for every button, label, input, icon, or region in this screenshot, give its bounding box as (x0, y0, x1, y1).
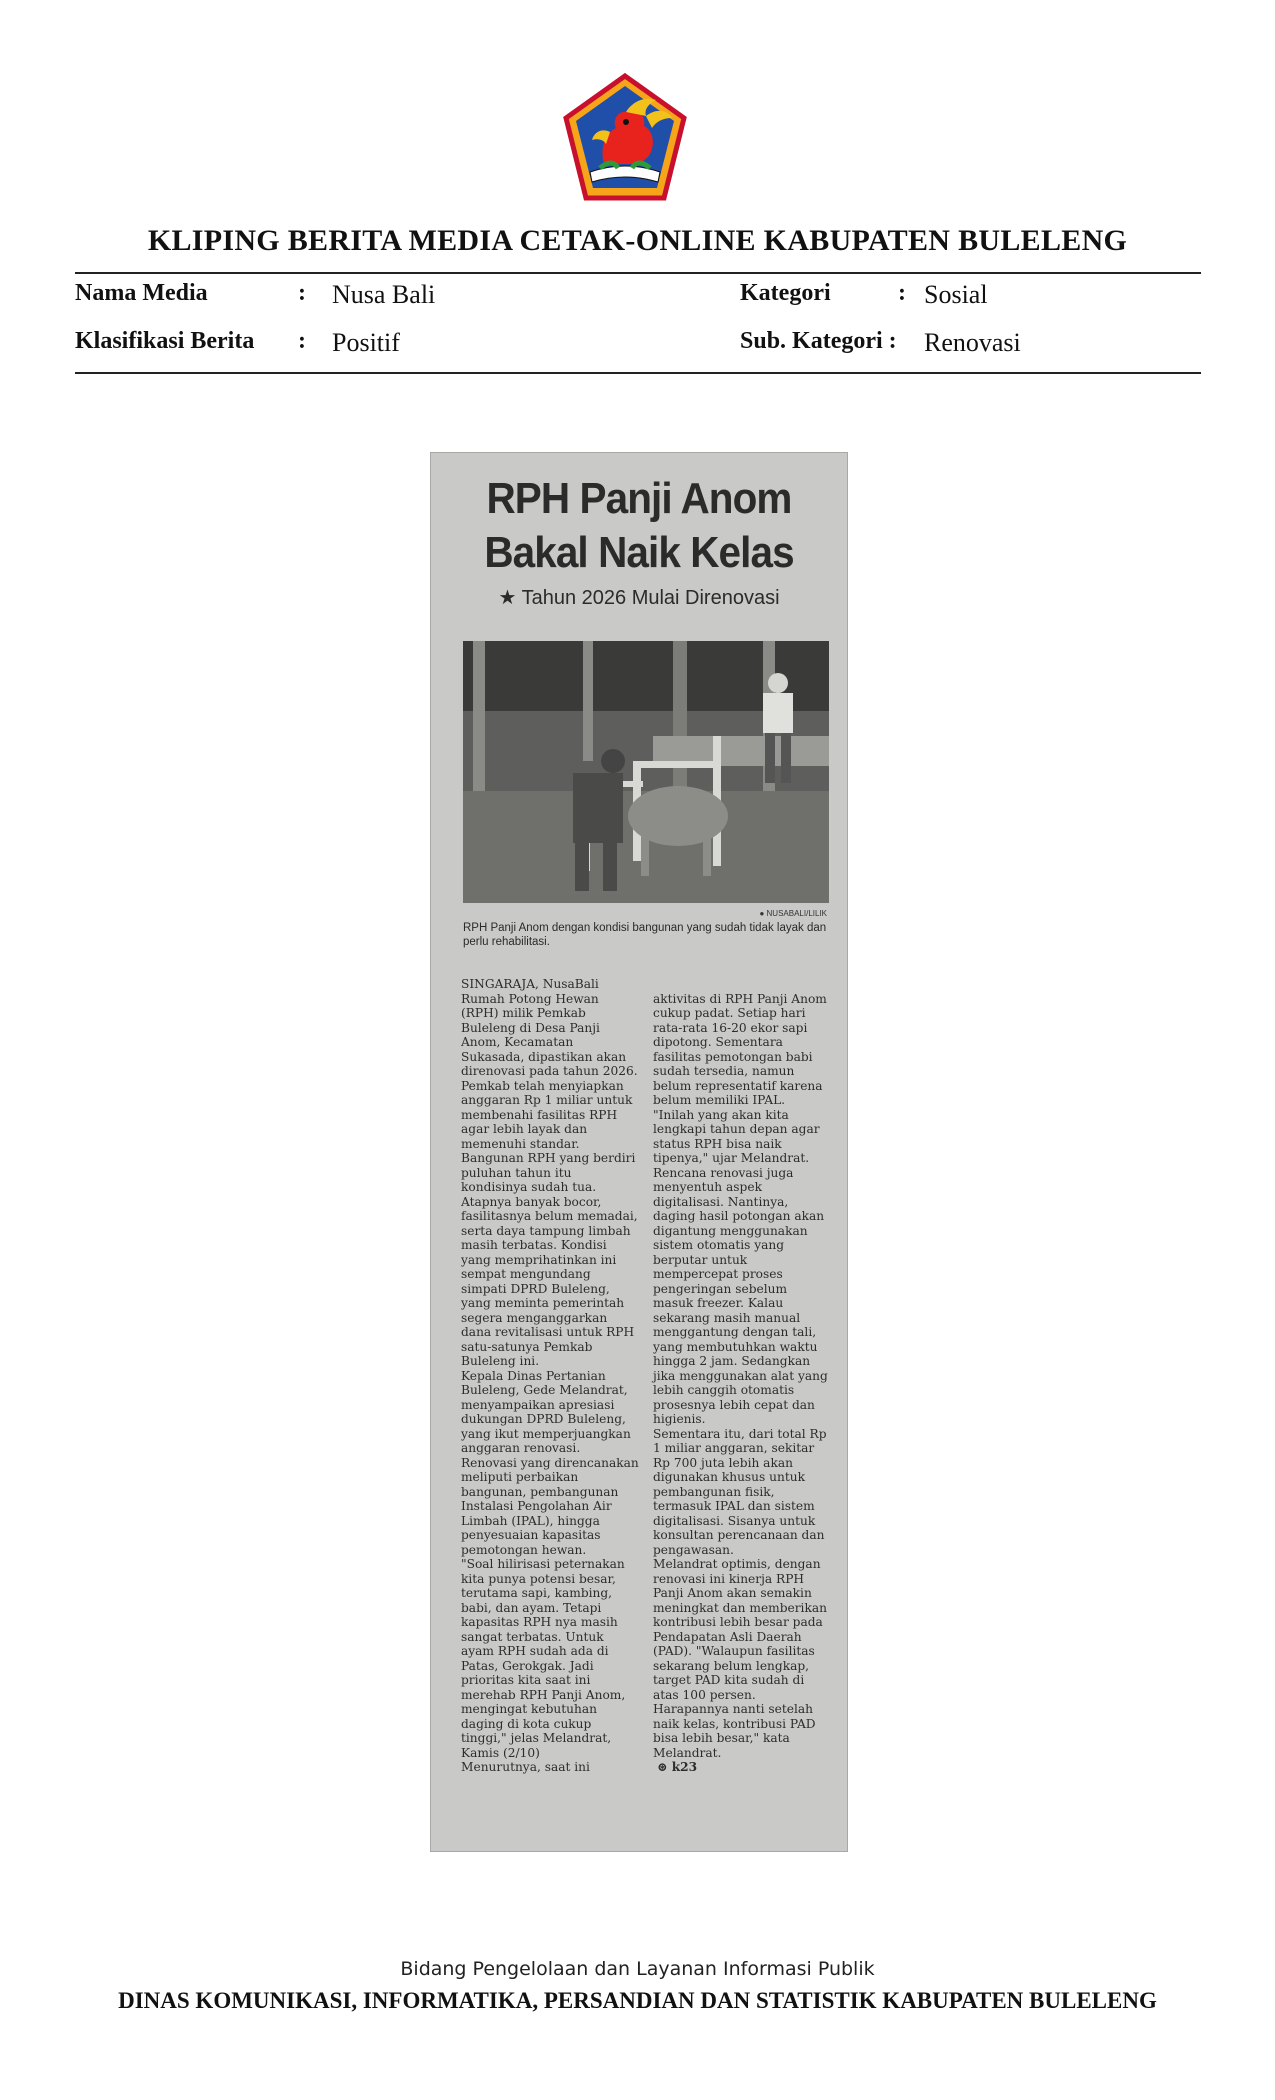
photo-credit: ● NUSABALI/LILIK (759, 909, 827, 918)
author-signature (653, 1760, 697, 1774)
klasifikasi-berita-colon: : (298, 328, 306, 354)
slaughterhouse-photo-icon (463, 641, 829, 903)
article-headline-line1: RPH Panji Anom (486, 474, 792, 523)
nama-media-label: Nama Media (75, 280, 208, 306)
newspaper-clipping (430, 452, 848, 1852)
kategori-value: Sosial (924, 280, 988, 309)
article-subhead: ★ Tahun 2026 Mulai Direnovasi (498, 587, 780, 609)
nama-media-value: Nusa Bali (332, 280, 436, 309)
article-column-1: SINGARAJA, NusaBali Rumah Potong Hewan (RPH) milik Pemkab Buleleng di Desa Panji Anom, Kecamatan Sukasada, dipastikan akan direnovasi pada tahun 2026. Pemkab telah menyiapkan anggaran Rp 1 miliar untuk membenahi fasilitas RPH agar lebih layak dan memenuhi standar. Bangunan RPH yang berdiri puluhan tahun itu kondisinya sudah tua. Atapnya banyak bocor, fasilitasnya belum memadai, serta daya tampung limbah masih terbatas. Kondisi yang memprihatinkan ini sempat mengundang simpati DPRD Buleleng, yang meminta pemerintah segera menganggarkan dana revitalisasi untuk RPH satu-satunya Pemkab Buleleng ini. Kepala Dinas Pertanian Buleleng, Gede Melandrat, menyampaikan apresiasi dukungan DPRD Buleleng, yang ikut memperjuangkan anggaran renovasi. Renovasi yang direncanakan meliputi perbaikan bangunan, pembangunan Instalasi Pengolahan Air Limbah (IPAL), hingga penyesuaian kapasitas pemotongan hewan. "Soal hilirisasi peternakan kita punya potensi besar, terutama sapi, kambing, babi, dan ayam. Tetapi kapasitas RPH nya masih sangat terbatas. Untuk ayam RPH sudah ada di Patas, Gerokgak. Jadi prioritas kita saat ini merehab RPH Panji Anom, mengingat kebutuhan daging di kota cukup tinggi," jelas Melandrat, Kamis (2/10) Menurutnya, saat ini (461, 977, 639, 1774)
signature-mark-icon: ⊛ (657, 1760, 668, 1774)
header-top-divider (75, 272, 1201, 274)
kategori-label: Kategori (740, 280, 831, 306)
signature-code: k23 (671, 1760, 698, 1774)
sub-kategori-value: Renovasi (924, 328, 1021, 357)
article-headline-line2: Bakal Naik Kelas (484, 528, 794, 577)
photo-caption: RPH Panji Anom dengan kondisi bangunan yang sudah tidak layak dan perlu rehabilitasi. (463, 922, 827, 948)
singa-ambara-raja-logo (560, 72, 690, 202)
article-column-2 (653, 977, 831, 1775)
article-column-2-text: aktivitas di RPH Panji Anom cukup padat. Setiap hari rata-rata 16-20 ekor sapi dipotong. Sementara fasilitas pemotongan babi sudah tersedia, namun belum representatif karena belum memiliki IPAL. "Inilah yang akan kita lengkapi tahun depan agar status RPH bisa naik tipenya," ujar Melandrat. Rencana renovasi juga menyentuh aspek digitalisasi. Nantinya, daging hasil potongan akan digantung menggunakan sistem otomatis yang berputar untuk mempercepat proses pengeringan sebelum masuk freezer. Kalau sekarang masih manual menggantung dengan tali, yang membutuhkan waktu hingga 2 jam. Sedangkan jika menggunakan alat yang lebih canggih otomatis prosesnya lebih cepat dan higienis. Sementara itu, dari total Rp 1 miliar anggaran, sekitar Rp 700 juta lebih akan digunakan khusus untuk pembangunan fisik, termasuk IPAL dan sistem digitalisasi. Sisanya untuk konsultan perencanaan dan pengawasan. Melandrat optimis, dengan renovasi ini kinerja RPH Panji Anom akan semakin meningkat dan memberikan kontribusi lebih besar pada Pendapatan Asli Daerah (PAD). "Walaupun fasilitas sekarang belum lengkap, target PAD kita sudah di atas 100 persen. Harapannya nanti setelah naik kelas, kontribusi PAD bisa lebih besar," kata Melandrat. (653, 991, 828, 1760)
klasifikasi-berita-value: Positif (332, 328, 400, 357)
page-title: KLIPING BERITA MEDIA CETAK-ONLINE KABUPATEN BULELENG (147, 224, 1128, 257)
nama-media-colon: : (298, 280, 306, 306)
sub-kategori-label: Sub. Kategori : (740, 328, 897, 354)
lion-emblem-icon (560, 72, 690, 202)
footer-agency: DINAS KOMUNIKASI, INFORMATIKA, PERSANDIAN DAN STATISTIK KABUPATEN BULELENG (118, 1988, 1157, 2013)
kategori-colon: : (898, 280, 906, 306)
footer-unit: Bidang Pengelolaan dan Layanan Informasi Publik (400, 1958, 875, 1980)
article-photo (463, 641, 829, 903)
klasifikasi-berita-label: Klasifikasi Berita (75, 328, 255, 354)
header-bottom-divider (75, 372, 1201, 374)
